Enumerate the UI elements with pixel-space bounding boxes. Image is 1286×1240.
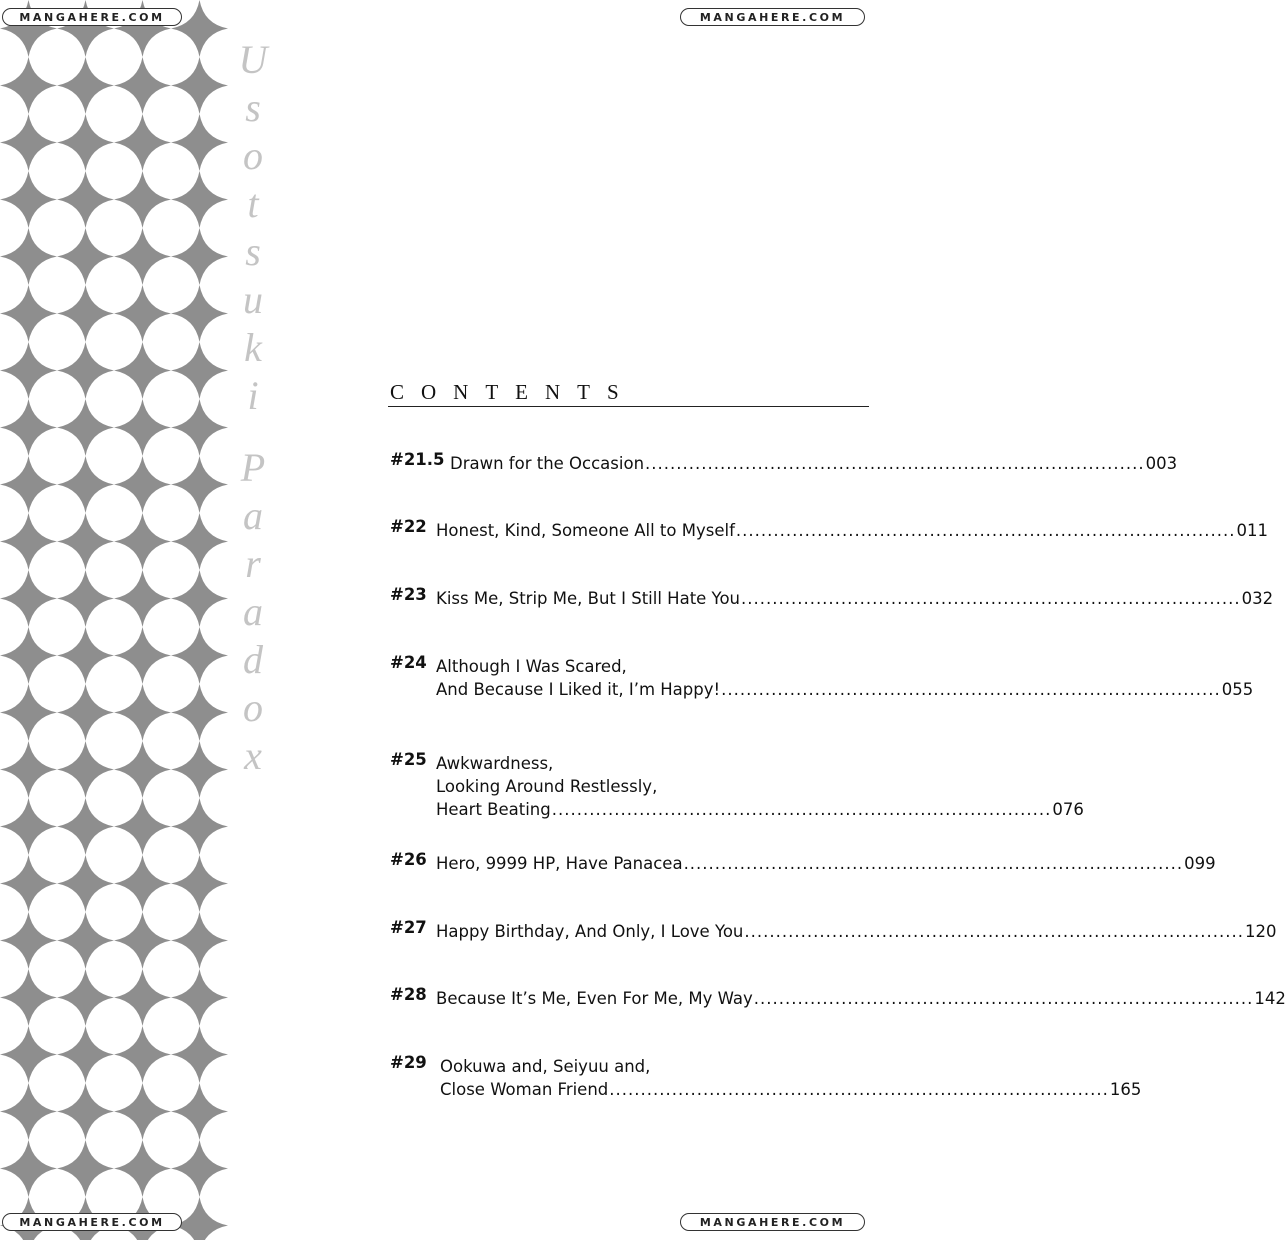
leader-dots: ................................................................................ bbox=[741, 589, 1241, 608]
spine-letter: o bbox=[243, 685, 263, 730]
leader-dots: ................................................................................ bbox=[551, 800, 1052, 819]
toc-entry bbox=[390, 850, 1216, 873]
chapter-number: #24 bbox=[390, 653, 427, 672]
leader-dots: ................................................................................ bbox=[609, 1080, 1109, 1099]
spine-letter: r bbox=[245, 541, 261, 586]
chapter-number: #26 bbox=[390, 850, 427, 869]
contents-heading: CONTENTS bbox=[390, 380, 636, 404]
chapter-title: Although I Was Scared, bbox=[436, 657, 627, 676]
chapter-number: #25 bbox=[390, 750, 427, 769]
toc-entry bbox=[390, 918, 1277, 941]
page-number: 165 bbox=[1109, 1080, 1142, 1099]
chapter-title: Close Woman Friend bbox=[440, 1080, 609, 1099]
toc-entry bbox=[390, 1053, 1142, 1099]
chapter-title: Happy Birthday, And Only, I Love You bbox=[436, 922, 744, 941]
watermark-bottom-left: MANGAHERE.COM bbox=[2, 1213, 182, 1231]
leader-dots: ................................................................................ bbox=[735, 521, 1236, 540]
chapter-title-line bbox=[390, 985, 1286, 1008]
page-number: 032 bbox=[1241, 589, 1274, 608]
chapter-title-line bbox=[390, 773, 822, 796]
spine-letter: k bbox=[244, 325, 262, 370]
spine-letter: U bbox=[238, 37, 268, 82]
chapter-title-line bbox=[390, 517, 1268, 540]
chapter-title-line bbox=[390, 1076, 1142, 1099]
leader-dots: ................................................................................ bbox=[645, 454, 1145, 473]
chapter-number: #27 bbox=[390, 918, 427, 937]
page-number: 011 bbox=[1236, 521, 1268, 540]
toc-entry bbox=[390, 450, 1178, 473]
watermark-bottom-right: MANGAHERE.COM bbox=[680, 1213, 865, 1231]
chapter-title-line bbox=[390, 850, 1216, 873]
chapter-title-line bbox=[390, 1053, 822, 1076]
spine-letter: s bbox=[245, 229, 261, 274]
toc-entry bbox=[390, 985, 1286, 1008]
contents-divider bbox=[388, 406, 869, 407]
decorative-lattice-pattern bbox=[0, 0, 228, 1240]
chapter-title-line bbox=[390, 585, 1274, 608]
leader-dots: ................................................................................ bbox=[744, 922, 1244, 941]
watermark-top-left: MANGAHERE.COM bbox=[2, 8, 182, 26]
watermark-top-right: MANGAHERE.COM bbox=[680, 8, 865, 26]
spine-letter: a bbox=[243, 589, 263, 634]
chapter-title: Because It’s Me, Even For Me, My Way bbox=[436, 989, 753, 1008]
toc-entry bbox=[390, 585, 1274, 608]
chapter-title: Looking Around Restlessly, bbox=[436, 777, 658, 796]
page-number: 055 bbox=[1221, 680, 1254, 699]
leader-dots: ................................................................................ bbox=[683, 854, 1184, 873]
page-number: 120 bbox=[1244, 922, 1277, 941]
chapter-title-line bbox=[390, 653, 822, 676]
chapter-title-line bbox=[390, 676, 1254, 699]
chapter-number: #21.5 bbox=[390, 450, 445, 469]
chapter-number: #29 bbox=[390, 1053, 427, 1072]
chapter-title: Honest, Kind, Someone All to Myself bbox=[436, 521, 735, 540]
chapter-title-line bbox=[390, 450, 1178, 473]
spine-letter: o bbox=[243, 133, 263, 178]
chapter-number: #28 bbox=[390, 985, 427, 1004]
page-number: 142 bbox=[1254, 989, 1286, 1008]
chapter-title: Ookuwa and, Seiyuu and, bbox=[440, 1057, 651, 1076]
chapter-title: Awkwardness, bbox=[436, 754, 554, 773]
spine-letter: u bbox=[243, 277, 263, 322]
chapter-title: Hero, 9999 HP, Have Panacea bbox=[436, 854, 683, 873]
spine-letter: t bbox=[247, 181, 259, 226]
page-number: 099 bbox=[1184, 854, 1216, 873]
toc-entry bbox=[390, 750, 1084, 819]
chapter-title: Drawn for the Occasion bbox=[450, 454, 645, 473]
chapter-title: Heart Beating bbox=[436, 800, 551, 819]
toc-entry bbox=[390, 517, 1268, 540]
leader-dots: ................................................................................ bbox=[753, 989, 1254, 1008]
chapter-title-line bbox=[390, 796, 1084, 819]
spine-letter: x bbox=[244, 733, 262, 778]
spine-letter: d bbox=[243, 637, 263, 682]
leader-dots: ................................................................................ bbox=[721, 680, 1221, 699]
chapter-title: And Because I Liked it, I’m Happy! bbox=[436, 680, 721, 699]
chapter-number: #22 bbox=[390, 517, 427, 536]
spine-title bbox=[228, 37, 278, 784]
page-number: 076 bbox=[1052, 800, 1084, 819]
spine-letter: a bbox=[243, 493, 263, 538]
spine-letter: s bbox=[245, 85, 261, 130]
chapter-number: #23 bbox=[390, 585, 427, 604]
page-number: 003 bbox=[1145, 454, 1178, 473]
spine-letter: i bbox=[247, 373, 259, 418]
spine-letter: P bbox=[240, 445, 266, 490]
chapter-title: Kiss Me, Strip Me, But I Still Hate You bbox=[436, 589, 740, 608]
chapter-title-line bbox=[390, 750, 822, 773]
chapter-title-line bbox=[390, 918, 1277, 941]
toc-entry bbox=[390, 653, 1254, 699]
